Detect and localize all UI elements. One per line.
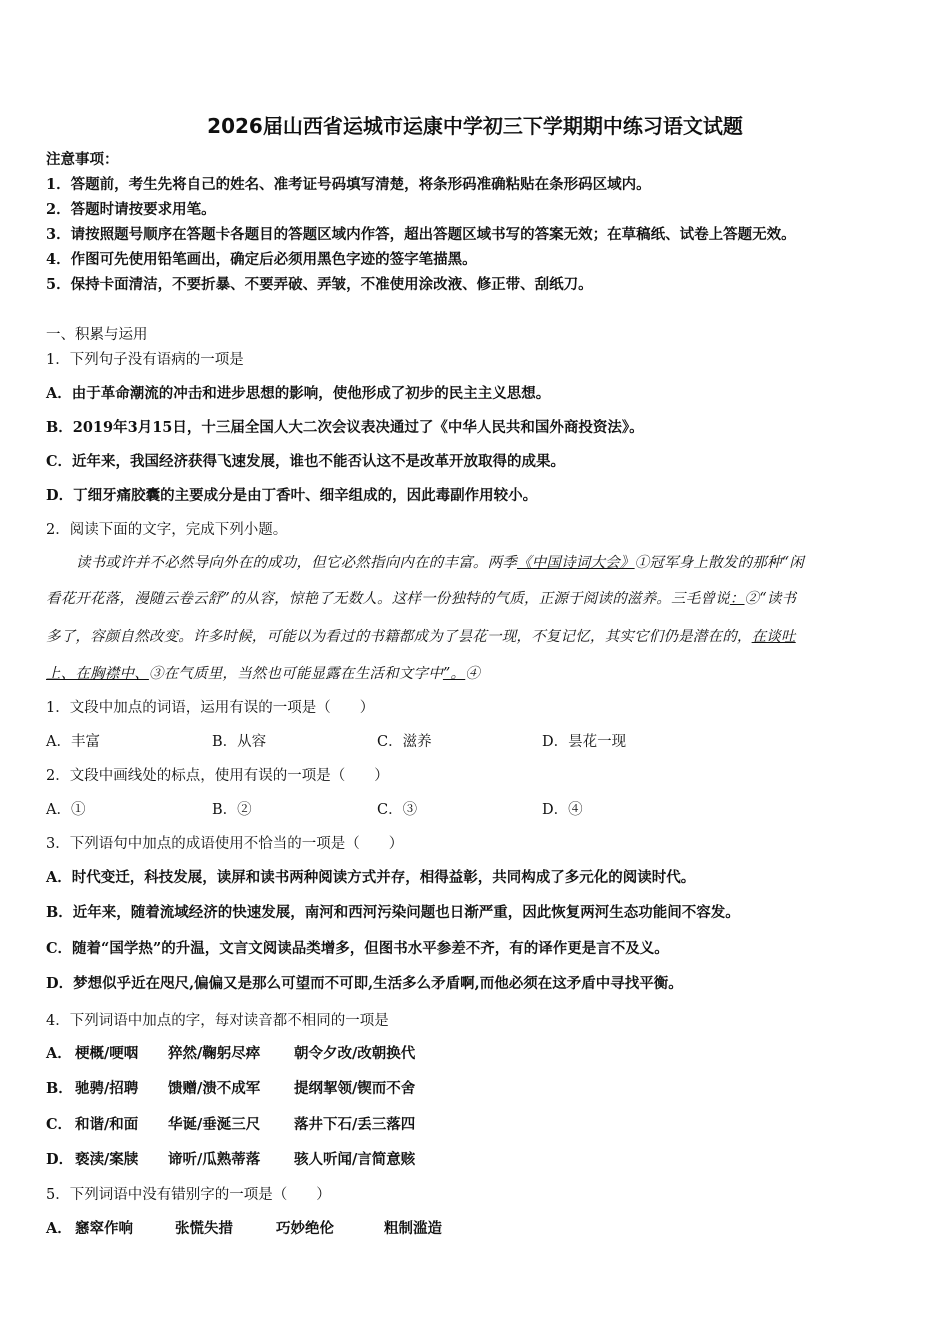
passage-line: 看花开花落，漫随云卷云舒”的从容，惊艳了无数人。这样一份独特的气质，正源于阅读的滋养。三毛曾说：②“读书: [46, 591, 797, 607]
word: 张慌失措: [175, 1220, 233, 1237]
word: 巧妙绝伦: [276, 1220, 334, 1237]
option-label: A．: [46, 1220, 72, 1237]
option-label: D．: [46, 1151, 74, 1168]
sub-question-stem: 1．文段中加点的词语，运用有误的一项是（ ）: [46, 700, 375, 716]
option-a: A．丰富: [46, 734, 100, 750]
page-title: 2026届山西省运城市运康中学初三下学期期中练习语文试题: [207, 114, 743, 138]
notice-item: 5．保持卡面清洁，不要折暴、不要弄破、弄皱，不准使用涂改液、修正带、刮纸刀。: [46, 276, 593, 293]
option-d: D．丁细牙痛胶囊的主要成分是由丁香叶、细辛组成的，因此毒副作用较小。: [46, 487, 538, 504]
section-heading: 一、积累与运用: [46, 327, 148, 343]
word-pair: 馈赠/溃不成军: [168, 1080, 261, 1097]
option-c: C．③: [377, 802, 418, 818]
word-pair: 骇人听闻/言简意赅: [294, 1151, 416, 1168]
option-a: A．①: [46, 802, 86, 818]
word: 粗制滥造: [384, 1220, 442, 1237]
question-stem: 2．阅读下面的文字，完成下列小题。: [46, 522, 288, 538]
word-pair: 提纲挈领/锲而不舍: [294, 1080, 416, 1097]
word-pair: 驰骋/招聘: [75, 1080, 139, 1097]
option-b: B．2019年3月15日，十三届全国人大二次会议表决通过了《中华人民共和国外商投资法》。: [46, 419, 644, 436]
option-b: B．②: [212, 802, 252, 818]
notice-item: 1．答题前，考生先将自己的姓名、准考证号码填写清楚，将条形码准确粘贴在条形码区域内。: [46, 176, 651, 193]
option-d: D．梦想似乎近在咫尺,偏偏又是那么可望而不可即,生活多么矛盾啊,而他必须在这矛盾中寻找平衡。: [46, 975, 683, 992]
word-pair: 朝令夕改/改朝换代: [294, 1045, 416, 1062]
word-pair: 和谐/和面: [75, 1116, 139, 1133]
option-d: D．④: [542, 802, 583, 818]
option-label: C．: [46, 1116, 73, 1133]
option-label: B．: [46, 1080, 73, 1097]
word-pair: 落井下石/丢三落四: [294, 1116, 416, 1133]
option-d: D．昙花一现: [542, 734, 627, 750]
notice-item: 3．请按照题号顺序在答题卡各题目的答题区域内作答，超出答题区域书写的答案无效；在草稿纸、试卷上答题无效。: [46, 226, 796, 243]
option-label: A．: [46, 1045, 72, 1062]
question-stem: 1．下列句子没有语病的一项是: [46, 352, 244, 368]
option-b: B．从容: [212, 734, 267, 750]
option-c: C．近年来，我国经济获得飞速发展，谁也不能否认这不是改革开放取得的成果。: [46, 453, 566, 470]
notice-item: 4．作图可先使用铅笔画出，确定后必须用黑色字迹的签字笔描黑。: [46, 251, 477, 268]
notice-heading: 注意事项：: [46, 151, 119, 168]
word-pair: 猝然/鞠躬尽瘁: [168, 1045, 261, 1062]
passage-line: 上、在胸襟中、③在气质里，当然也可能显露在生活和文字中”。④: [46, 666, 480, 682]
question-stem: 3．下列语句中加点的成语使用不恰当的一项是（ ）: [46, 836, 404, 852]
question-stem: 4．下列词语中加点的字，每对读音都不相同的一项是: [46, 1013, 389, 1029]
passage-line: 多了，容颜自然改变。许多时候，可能以为看过的书籍都成为了昙花一现，不复记忆，其实它们仍是潜在的，在谈吐: [46, 629, 796, 645]
question-stem: 5．下列词语中没有错别字的一项是（ ）: [46, 1187, 331, 1203]
word-pair: 谛听/瓜熟蒂落: [168, 1151, 261, 1168]
word-pair: 梗概/哽咽: [75, 1045, 139, 1062]
option-a: A．由于革命潮流的冲击和进步思想的影响，使他形成了初步的民主主义思想。: [46, 385, 551, 402]
word-pair: 亵渎/案牍: [75, 1151, 139, 1168]
option-c: C．随着“国学热”的升温，文言文阅读品类增多，但图书水平参差不齐，有的译作更是言不及义。: [46, 940, 669, 957]
notice-item: 2．答题时请按要求用笔。: [46, 201, 216, 218]
option-c: C．滋养: [377, 734, 432, 750]
passage-line: 读书或许并不必然导向外在的成功，但它必然指向内在的丰富。两季《中国诗词大会》①冠军身上散发的那种“闲: [76, 555, 804, 571]
word: 窸窣作响: [75, 1220, 133, 1237]
sub-question-stem: 2．文段中画线处的标点，使用有误的一项是（ ）: [46, 768, 389, 784]
option-b: B．近年来，随着流域经济的快速发展，南河和西河污染问题也日渐严重，因此恢复两河生态功能间不容发。: [46, 904, 740, 921]
word-pair: 华诞/垂涎三尺: [168, 1116, 261, 1133]
option-a: A．时代变迁，科技发展，读屏和读书两种阅读方式并存，相得益彰，共同构成了多元化的阅读时代。: [46, 869, 696, 886]
